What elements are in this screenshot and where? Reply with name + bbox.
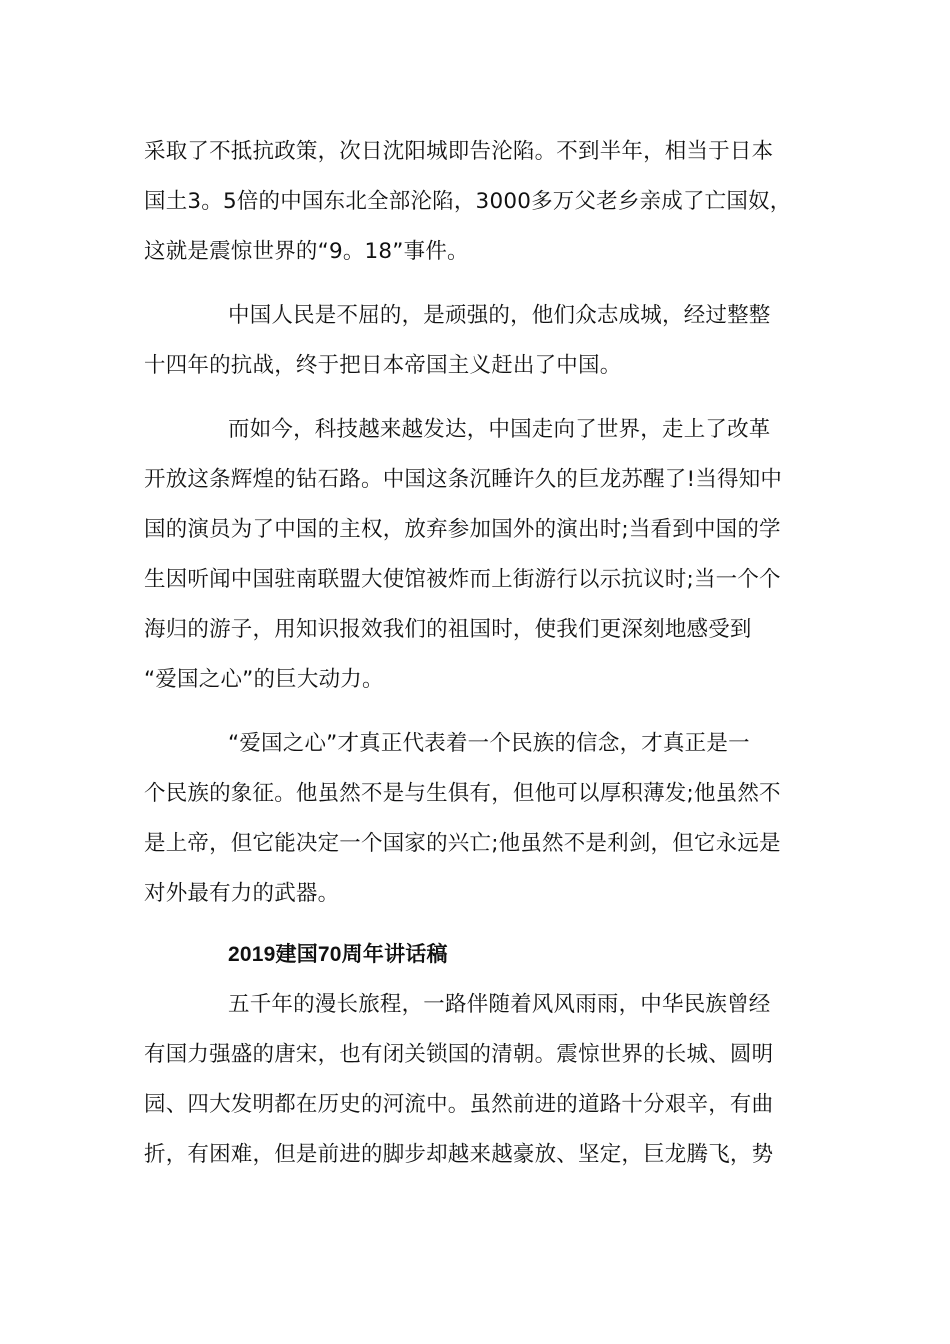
paragraph-3-line-2: 开放这条辉煌的钻石路。中国这条沉睡许久的巨龙苏醒了!当得知中	[144, 467, 783, 492]
paragraph-1-line-1: 采取了不抵抗政策，次日沈阳城即告沦陷。不到半年，相当于日本	[144, 139, 774, 164]
paragraph-5-line-2: 有国力强盛的唐宋，也有闭关锁国的清朝。震惊世界的长城、圆明	[144, 1042, 774, 1067]
paragraph-1-line-3: 这就是震惊世界的“9。18”事件。	[144, 239, 469, 264]
paragraph-3-line-3: 国的演员为了中国的主权，放弃参加国外的演出时;当看到中国的学	[144, 517, 781, 542]
paragraph-5-line-3: 园、四大发明都在历史的河流中。虽然前进的道路十分艰辛，有曲	[144, 1092, 774, 1117]
paragraph-3-line-4: 生因听闻中国驻南联盟大使馆被炸而上街游行以示抗议时;当一个个	[144, 567, 781, 592]
paragraph-2-line-2: 十四年的抗战，终于把日本帝国主义赶出了中国。	[144, 353, 622, 378]
section-heading: 2019建国70周年讲话稿	[228, 943, 448, 966]
paragraph-3-line-6: “爱国之心”的巨大动力。	[144, 667, 384, 692]
paragraph-2-line-1: 中国人民是不屈的，是顽强的，他们众志成城，经过整整	[228, 303, 771, 328]
paragraph-5-line-1: 五千年的漫长旅程，一路伴随着风风雨雨，中华民族曾经	[228, 992, 771, 1017]
paragraph-4-line-3: 是上帝，但它能决定一个国家的兴亡;他虽然不是利剑，但它永远是	[144, 831, 781, 856]
paragraph-4-line-1: “爱国之心”才真正代表着一个民族的信念，才真正是一	[228, 731, 750, 756]
paragraph-4-line-4: 对外最有力的武器。	[144, 881, 340, 906]
paragraph-3-line-5: 海归的游子，用知识报效我们的祖国时，使我们更深刻地感受到	[144, 617, 752, 642]
paragraph-3-line-1: 而如今，科技越来越发达，中国走向了世界，走上了改革	[228, 417, 771, 442]
paragraph-5-line-4: 折，有困难，但是前进的脚步却越来越豪放、坚定，巨龙腾飞，势	[144, 1142, 774, 1167]
paragraph-4-line-2: 个民族的象征。他虽然不是与生俱有，但他可以厚积薄发;他虽然不	[144, 781, 781, 806]
paragraph-1-line-2: 国土3。5倍的中国东北全部沦陷，3000多万父老乡亲成了亡国奴，	[144, 189, 792, 214]
